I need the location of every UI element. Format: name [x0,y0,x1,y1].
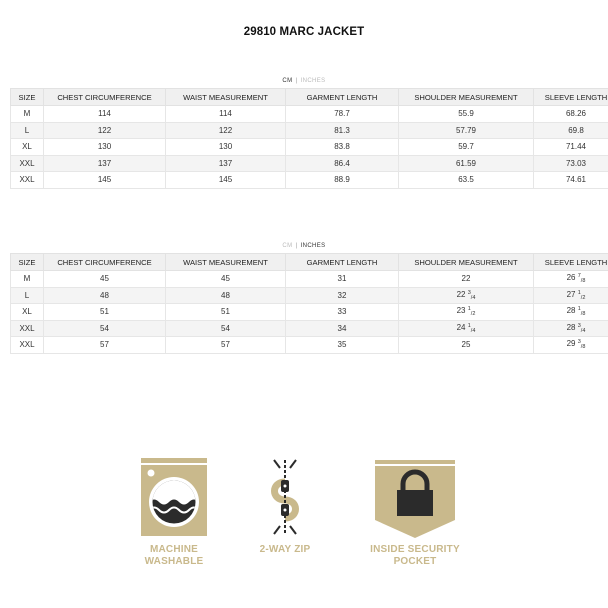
column-header: CHEST CIRCUMFERENCE [44,254,166,271]
table-cell: XXL [11,155,44,172]
table-cell: 71.44 [534,139,608,156]
unit-separator: | [295,78,298,84]
unit-cm-tab[interactable]: CM [282,78,293,84]
table-body [11,271,608,354]
table-row [11,337,608,354]
column-header: SHOULDER MEASUREMENT [399,254,534,271]
table-row [11,106,608,123]
column-header: GARMENT LENGTH [286,254,399,271]
table-cell: 29 $^3_{/8}$ [534,337,608,354]
table-cell: 86.4 [286,155,399,172]
table-cell: 48 [44,287,166,304]
table-cell: 22 [399,271,534,288]
table-cell: 33 [286,304,399,321]
table-cell: 32 [286,287,399,304]
unit-toggle-cm-table [0,78,608,84]
column-header: SIZE [11,89,44,106]
table-cell: 145 [166,172,286,189]
table-cell: 59.7 [399,139,534,156]
unit-toggle-inch-table [0,243,608,249]
table-cell: XL [11,304,44,321]
table-row [11,122,608,139]
table-cell: 54 [44,320,166,337]
table-cell: 45 [166,271,286,288]
table-row [11,271,608,288]
table-cell: 27 $^1_{/2}$ [534,287,608,304]
table-row [11,304,608,321]
table-row [11,155,608,172]
table-cell: 55.9 [399,106,534,123]
table-cell: 51 [44,304,166,321]
table-cell: 130 [166,139,286,156]
table-cell: 63.5 [399,172,534,189]
table-header-row [11,89,608,106]
column-header: SHOULDER MEASUREMENT [399,89,534,106]
table-cell: 54 [166,320,286,337]
table-cell: M [11,271,44,288]
unit-separator: | [295,243,298,249]
feature-label: INSIDE SECURITY POCKET [370,544,460,567]
table-cell: 78.7 [286,106,399,123]
table-cell: 35 [286,337,399,354]
table-cell: 34 [286,320,399,337]
table-cell: 73.03 [534,155,608,172]
table-cell: 23 $^1_{/2}$ [399,304,534,321]
feature-icons [0,458,608,578]
table-cell: 130 [44,139,166,156]
unit-inches-tab[interactable]: INCHES [300,243,326,249]
table-row [11,320,608,337]
table-cell: 137 [166,155,286,172]
table-cell: XL [11,139,44,156]
size-chart-inches [10,253,608,354]
table-cell: 122 [44,122,166,139]
table-cell: 31 [286,271,399,288]
table-cell: 57 [166,337,286,354]
column-header: SLEEVE LENGTH [534,89,608,106]
table-cell: 22 $^3_{/4}$ [399,287,534,304]
column-header: CHEST CIRCUMFERENCE [44,89,166,106]
feature-label: 2-WAY ZIP [259,544,311,555]
column-header: SLEEVE LENGTH [534,254,608,271]
table-cell: L [11,122,44,139]
table-cell: 88.9 [286,172,399,189]
table-cell: 45 [44,271,166,288]
table-cell: 28 $^1_{/8}$ [534,304,608,321]
table-cell: M [11,106,44,123]
table-cell: XXL [11,172,44,189]
washing-machine-icon [141,458,207,536]
size-chart-cm [10,88,608,189]
table-cell: L [11,287,44,304]
table-cell: 114 [166,106,286,123]
zipper-icon [266,458,304,536]
table-cell: 114 [44,106,166,123]
feature-label: MACHINE WASHABLE [144,544,204,567]
lock-pocket-icon [373,458,457,538]
table-cell: 137 [44,155,166,172]
table-cell: 68.26 [534,106,608,123]
column-header: WAIST MEASUREMENT [166,254,286,271]
column-header: WAIST MEASUREMENT [166,89,286,106]
table-row [11,287,608,304]
table-cell: 57.79 [399,122,534,139]
unit-cm-tab[interactable]: CM [282,243,293,249]
table-row [11,139,608,156]
table-cell: 28 $^3_{/4}$ [534,320,608,337]
column-header: GARMENT LENGTH [286,89,399,106]
table-row [11,172,608,189]
table-body [11,106,608,189]
table-cell: 48 [166,287,286,304]
table-header-row [11,254,608,271]
unit-inches-tab[interactable]: INCHES [300,78,326,84]
table-cell: 83.8 [286,139,399,156]
column-header: SIZE [11,254,44,271]
table-cell: 122 [166,122,286,139]
table-cell: 57 [44,337,166,354]
table-cell: 61.59 [399,155,534,172]
table-cell: XXL [11,337,44,354]
table-cell: 51 [166,304,286,321]
table-cell: 69.8 [534,122,608,139]
table-cell: 25 [399,337,534,354]
page-title: 29810 MARC JACKET [243,26,365,38]
table-cell: XXL [11,320,44,337]
table-cell: 26 $^7_{/8}$ [534,271,608,288]
table-cell: 74.61 [534,172,608,189]
table-cell: 81.3 [286,122,399,139]
table-cell: 24 $^1_{/4}$ [399,320,534,337]
table-cell: 145 [44,172,166,189]
